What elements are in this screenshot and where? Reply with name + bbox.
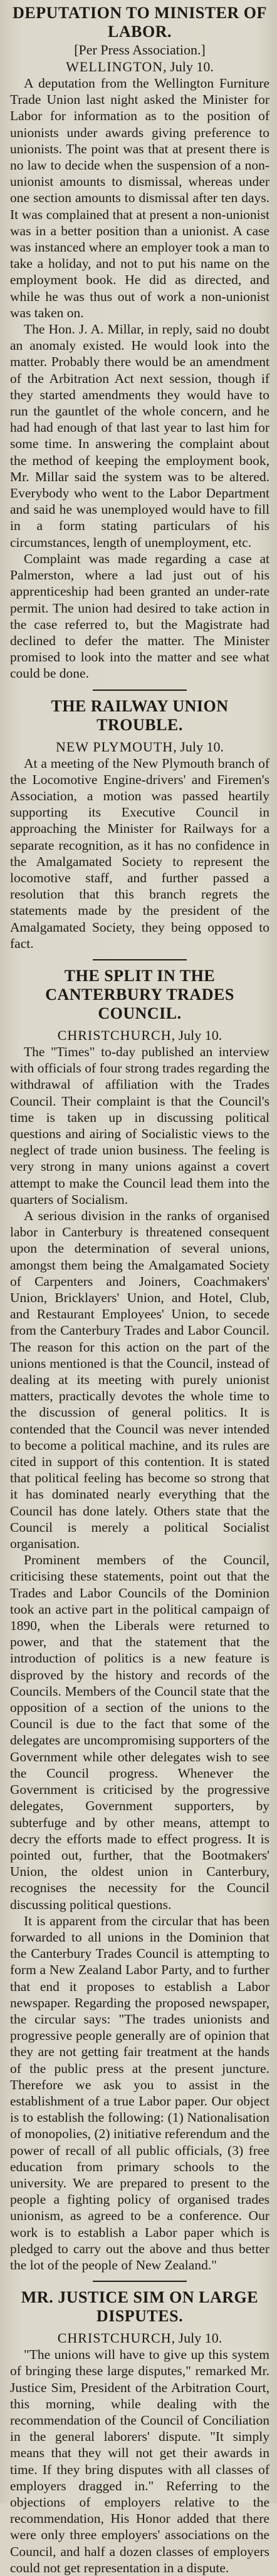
story-divider bbox=[93, 959, 187, 960]
dateline-place: WELLINGTON bbox=[66, 59, 164, 74]
story-trades-council bbox=[10, 967, 269, 2273]
dateline: CHRISTCHURCH, July 10. bbox=[57, 1027, 222, 1043]
dateline-date: July 10. bbox=[178, 1027, 222, 1043]
dateline-date: July 10. bbox=[170, 59, 214, 74]
paragraph: A deputation from the Wellington Furniture Trade Union last night asked the Minister for Labor for information as to the position of unionists under awards giving preference to unionists. The point was that at present there is no law to decide when the suspension of a non-unionist amounts to dismissal, whereas under one section amounts to dismissal after ten days. It was complained that at present a non-unionist was in a better position than a unionist. A case was instanced where an employer took a man to take a holiday, and not to put his name on the employment book. He did as directed, and while he was thus out of work a non-unionist was taken on. bbox=[10, 76, 269, 320]
dateline-place: CHRISTCHURCH bbox=[57, 2330, 172, 2346]
story-railway-union bbox=[10, 697, 269, 952]
paragraph: The "Times" to-day published an interview with officials of four strong trades regarding the withdrawal of affiliation with the Trades Council. Their complaint is that the Council's time is taken up in discussing political questions and airing of Socialistic views to the neglect of trade union business. The feeling is very strong in many unions against a covert attempt to make the Council lead them into the quarters of Socialism. bbox=[10, 1044, 269, 1207]
dateline: NEW PLYMOUTH, July 10. bbox=[56, 738, 224, 755]
story-justice-sim bbox=[10, 2288, 269, 2576]
headline: THE RAILWAY UNION TROUBLE. bbox=[51, 696, 229, 734]
paragraph: A serious division in the ranks of organised labor in Canterbury is threatened consequent upon the determination of several unions, amongst them being the Amalgamated Society of Carpenters and Joiners, Coachmakers' Union, Bricklayers' Union, and Hotel, Club, and Restaurant Employees' Union, to secede from the Canterbury Trades and Labor Council. The reason for this action on the part of the unions mentioned is that the Council, instead of dealing at its meeting with purely unionist matters, practically devotes the whole time to the discussion of general politics. It is contended that the Council was never intended to become a political machine, and its rules are cited in support of this contention. It is stated that political feeling has become so strong that it has dominated nearly everything that the Council has done lately. Others state that the Council is merely a political Socialist organisation. bbox=[10, 1208, 269, 1552]
dateline-place: CHRISTCHURCH bbox=[57, 1027, 172, 1043]
story-divider bbox=[93, 2281, 187, 2282]
story-divider bbox=[93, 690, 187, 691]
dateline-place: NEW PLYMOUTH bbox=[56, 738, 174, 755]
paragraph: At a meeting of the New Plymouth branch of the Locomotive Engine-drivers' and Firemen's Association, a motion was passed heartily supporting its Executive Council in approaching the Minister for Railways for a separate recognition, as it has no confidence in the Amalgamated Society to represent the locomotive staff, and further passed a resolution that this branch regrets the statements made by the president of the Amalgamated Society, they being opposed to fact. bbox=[10, 755, 269, 951]
dateline: CHRISTCHURCH, July 10. bbox=[57, 2330, 222, 2346]
story-deputation bbox=[10, 4, 269, 682]
paragraph: It is apparent from the circular that has been forwarded to all unions in the Dominion that the Canterbury Trades Council is attempting to form a New Zealand Labor Party, and to further that end it proposes to establish a Labor newspaper. Regarding the proposed newspaper, the circular says: "The trades unionists and progressive people generally are of opinion that they are not getting fair treatment at the hands of the public press at the present juncture. Therefore we ask you to assist in the establishment of a true Labor paper. Our object is to establish the following: (1) Nationalisation of monopolies, (2) initiative referendum and the power of recall of all public officials, (3) free education from primary schools to the university. We are prepared to present to the people a fighting policy of organised trades unionism, as agreed to be a conference. Our work is to establish a Labor paper which is pledged to carry out the above and thus better the lot of the people of New Zealand." bbox=[10, 1913, 269, 2273]
dateline-date: July 10. bbox=[180, 738, 224, 755]
headline: THE SPLIT IN THE CANTERBURY TRADES COUNCIL. bbox=[45, 966, 234, 1022]
dateline: WELLINGTON, July 10. bbox=[66, 59, 214, 74]
paragraph: "The unions will have to give up this system of bringing these large disputes," remarked Mr. Justice Sim, President of the Arbitration Court, this morning, while dealing with the recommendation of the Council of Conciliation in the general laborers' dispute. "It simply means that they will not get their awards in time. If they bring disputes with all classes of employers dragged in." Referring to the objections of employers relative to the recommendation, His Honor added that there were only three employers' associations on the Council, and half a dozen classes of employers could not get representation in a dispute. bbox=[10, 2347, 269, 2575]
headline: MR. JUSTICE SIM ON LARGE DISPUTES. bbox=[21, 2288, 259, 2326]
byline: [Per Press Association.] bbox=[74, 42, 206, 58]
paragraph: The Hon. J. A. Millar, in reply, said no doubt an anomaly existed. He would look into the matter. Probably there would be an amendment of the Arbitration Act next session, though if they started amendments they would have to run the gauntlet of the whole concern, and he had had enough of that last year to last him for some time. In answering the complaint about the method of keeping the employment book, Mr. Millar said the system was to be altered. Everybody who went to the Labor Department and said he was unemployed would have to fill in a form stating particulars of his circumstances, length of unemployment, etc. bbox=[10, 322, 269, 550]
paragraph: Complaint was made regarding a case at Palmerston, where a lad just out of his apprenticeship had been granted an under-rate permit. The union had desired to take action in the case referred to, but the Magistrate had declined to defer the matter. The Minister promised to look into the matter and see what could be done. bbox=[10, 551, 269, 681]
dateline-date: July 10. bbox=[178, 2330, 222, 2346]
headline: DEPUTATION TO MINISTER OF LABOR. bbox=[13, 4, 267, 41]
paragraph: Prominent members of the Council, criticising these statements, point out that the Trades and Labor Councils of the Dominion took an active part in the political campaign of 1890, when the Liberals were returned to power, and that the statement that the introduction of politics is a new feature is disproved by the history and records of the Councils. Members of the Council state that the opposition of a section of the unions to the Council is due to the fact that some of the delegates are uncompromising supporters of the Government while other delegates wish to see the Council progress. Whenever the Government is criticised by the progressive delegates, Government supporters, by subterfuge and by other means, attempt to decry the efforts made to effect progress. It is pointed out, further, that the Bootmakers' Union, the oldest union in Canterbury, recognises the necessity for the Council discussing political questions. bbox=[10, 1552, 269, 1912]
